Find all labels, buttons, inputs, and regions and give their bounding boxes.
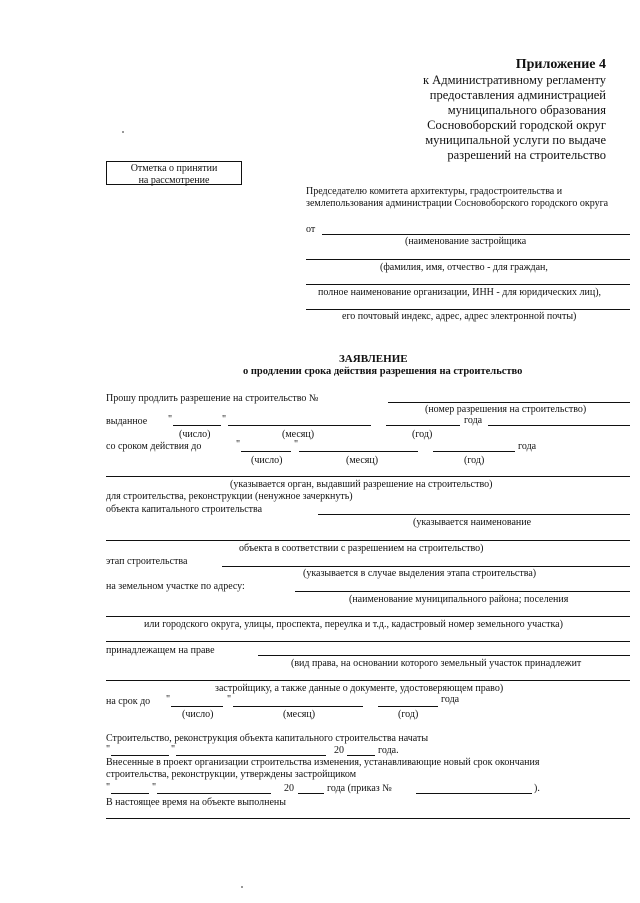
approved-year-line[interactable] xyxy=(298,793,324,794)
stamp-line: Отметка о принятии xyxy=(130,163,218,174)
issuer-line[interactable] xyxy=(106,476,630,477)
hint-day: (число) xyxy=(179,429,211,440)
scan-speck xyxy=(122,131,124,133)
issued-day-line[interactable] xyxy=(173,425,221,426)
org-line[interactable] xyxy=(306,284,630,285)
hint-permit-number: (номер разрешения на строительство) xyxy=(425,404,587,415)
year-dot: года. xyxy=(378,745,399,756)
term-month-line[interactable] xyxy=(233,706,363,707)
term-until-label: на срок до xyxy=(106,696,151,707)
quote-mark: " xyxy=(227,694,232,705)
appendix-line: разрешений на строительство xyxy=(447,148,606,162)
hint-month: (месяц) xyxy=(282,429,315,440)
validity-year-line[interactable] xyxy=(433,451,515,452)
quote-mark: " xyxy=(166,694,171,705)
developer-name-line[interactable] xyxy=(322,234,630,235)
hint-day: (число) xyxy=(182,709,214,720)
appendix-line: муниципальной услуги по выдаче xyxy=(425,133,606,147)
approved-month-line[interactable] xyxy=(157,793,271,794)
hint-right-cont: застройщику, а также данные о документе, удостоверяющем право) xyxy=(215,683,504,694)
started-day-line[interactable] xyxy=(111,755,169,756)
request-label: Прошу продлить разрешение на строительство № xyxy=(106,393,319,404)
hint-district: или городского округа, улицы, проспекта, переулка и т.д., кадастровый номер земельного участка) xyxy=(144,619,563,630)
permit-number-line[interactable] xyxy=(388,402,630,403)
hint-month: (месяц) xyxy=(346,455,379,466)
appendix-line: предоставления администрацией xyxy=(429,88,606,102)
addressee-line: Председателю комитета архитектуры, градостроительства и xyxy=(306,186,563,197)
order-prefix: года (приказ № xyxy=(327,783,392,794)
quote-mark: " xyxy=(106,782,111,793)
hint-year: (год) xyxy=(412,429,433,440)
appendix-line: муниципального образования xyxy=(447,103,606,117)
acceptance-stamp-box xyxy=(106,161,242,185)
issued-year-line[interactable] xyxy=(386,425,460,426)
belongs-right-label: принадлежащем на праве xyxy=(106,645,215,656)
addressee-line: землепользования администрации Сосновоборского городского округа xyxy=(306,198,609,209)
construction-type-label: для строительства, реконструкции (ненужное зачеркнуть) xyxy=(106,491,353,502)
year-word: года xyxy=(464,415,483,426)
changes-line: Внесенные в проект организации строительства изменения, устанавливающие новый срок окончания xyxy=(106,757,540,768)
appendix-line: Сосновоборский городской округ xyxy=(427,118,606,132)
hint-stage: (указывается в случае выделения этапа строительства) xyxy=(303,568,537,579)
hint-fio: (фамилия, имя, отчество - для граждан, xyxy=(380,262,548,273)
hint-right: (вид права, на основании которого земельный участок принадлежит xyxy=(291,658,582,669)
hint-year: (год) xyxy=(398,709,419,720)
plot-address-line[interactable] xyxy=(295,591,630,592)
quote-mark: " xyxy=(171,744,176,755)
done-line[interactable] xyxy=(106,818,630,819)
appendix-line: к Административному регламенту xyxy=(422,73,606,87)
done-label: В настоящее время на объекте выполнены xyxy=(106,797,286,808)
plot-address-line-2[interactable] xyxy=(106,616,630,617)
hint-developer: (наименование застройщика xyxy=(405,236,527,247)
quote-mark: " xyxy=(294,439,299,450)
issued-month-line[interactable] xyxy=(228,425,371,426)
validity-month-line[interactable] xyxy=(299,451,418,452)
issued-label: выданное xyxy=(106,416,148,427)
year-word: года xyxy=(518,441,537,452)
validity-label: со сроком действия до xyxy=(106,441,202,452)
quote-mark: " xyxy=(222,414,227,425)
hint-org: полное наименование организации, ИНН - для юридических лиц), xyxy=(318,287,602,298)
hint-name-cont: объекта в соответствии с разрешением на строительство) xyxy=(239,543,484,554)
hint-issuer: (указывается орган, выдавший разрешение на строительство) xyxy=(230,479,493,490)
hint-address: его почтовый индекс, адрес, адрес электронной почты) xyxy=(342,311,577,322)
changes-line: строительства, реконструкции, утверждены застройщиком xyxy=(106,769,357,780)
plot-address-line-3[interactable] xyxy=(106,641,630,642)
stage-line[interactable] xyxy=(222,566,630,567)
right-type-line-2[interactable] xyxy=(106,680,630,681)
quote-mark: " xyxy=(168,414,173,425)
plot-address-label: на земельном участке по адресу: xyxy=(106,581,245,592)
hint-municipal: (наименование муниципального района; поселения xyxy=(349,594,569,605)
right-type-line[interactable] xyxy=(258,655,630,656)
term-year-line[interactable] xyxy=(378,706,438,707)
quote-mark: " xyxy=(106,744,111,755)
statement-title: ЗАЯВЛЕНИЕ xyxy=(339,353,408,365)
object-label: объекта капитального строительства xyxy=(106,504,263,515)
validity-day-line[interactable] xyxy=(241,451,291,452)
approved-day-line[interactable] xyxy=(111,793,149,794)
statement-subtitle: о продлении срока действия разрешения на строительство xyxy=(243,366,523,377)
quote-mark: " xyxy=(236,439,241,450)
appendix-title: Приложение 4 xyxy=(515,57,606,72)
twenty-label: 20 xyxy=(284,783,294,794)
hint-month: (месяц) xyxy=(283,709,316,720)
object-name-line-2[interactable] xyxy=(106,540,630,541)
object-name-line[interactable] xyxy=(318,514,630,515)
hint-name: (указывается наименование xyxy=(413,517,532,528)
quote-mark: " xyxy=(152,782,157,793)
stage-label: этап строительства xyxy=(106,556,188,567)
address-line[interactable] xyxy=(306,309,630,310)
from-label: от xyxy=(306,224,316,235)
scan-speck xyxy=(241,886,243,888)
year-word: года xyxy=(441,694,460,705)
issued-trailing-line[interactable] xyxy=(488,425,630,426)
started-month-line[interactable] xyxy=(176,755,326,756)
fio-line[interactable] xyxy=(306,259,630,260)
started-label: Строительство, реконструкция объекта капитального строительства начаты xyxy=(106,733,429,744)
term-day-line[interactable] xyxy=(171,706,223,707)
started-year-line[interactable] xyxy=(347,755,375,756)
twenty-label: 20 xyxy=(334,745,344,756)
hint-day: (число) xyxy=(251,455,283,466)
order-number-line[interactable] xyxy=(416,793,532,794)
hint-year: (год) xyxy=(464,455,485,466)
stamp-line: на рассмотрение xyxy=(138,174,210,186)
order-suffix: ). xyxy=(534,783,540,794)
